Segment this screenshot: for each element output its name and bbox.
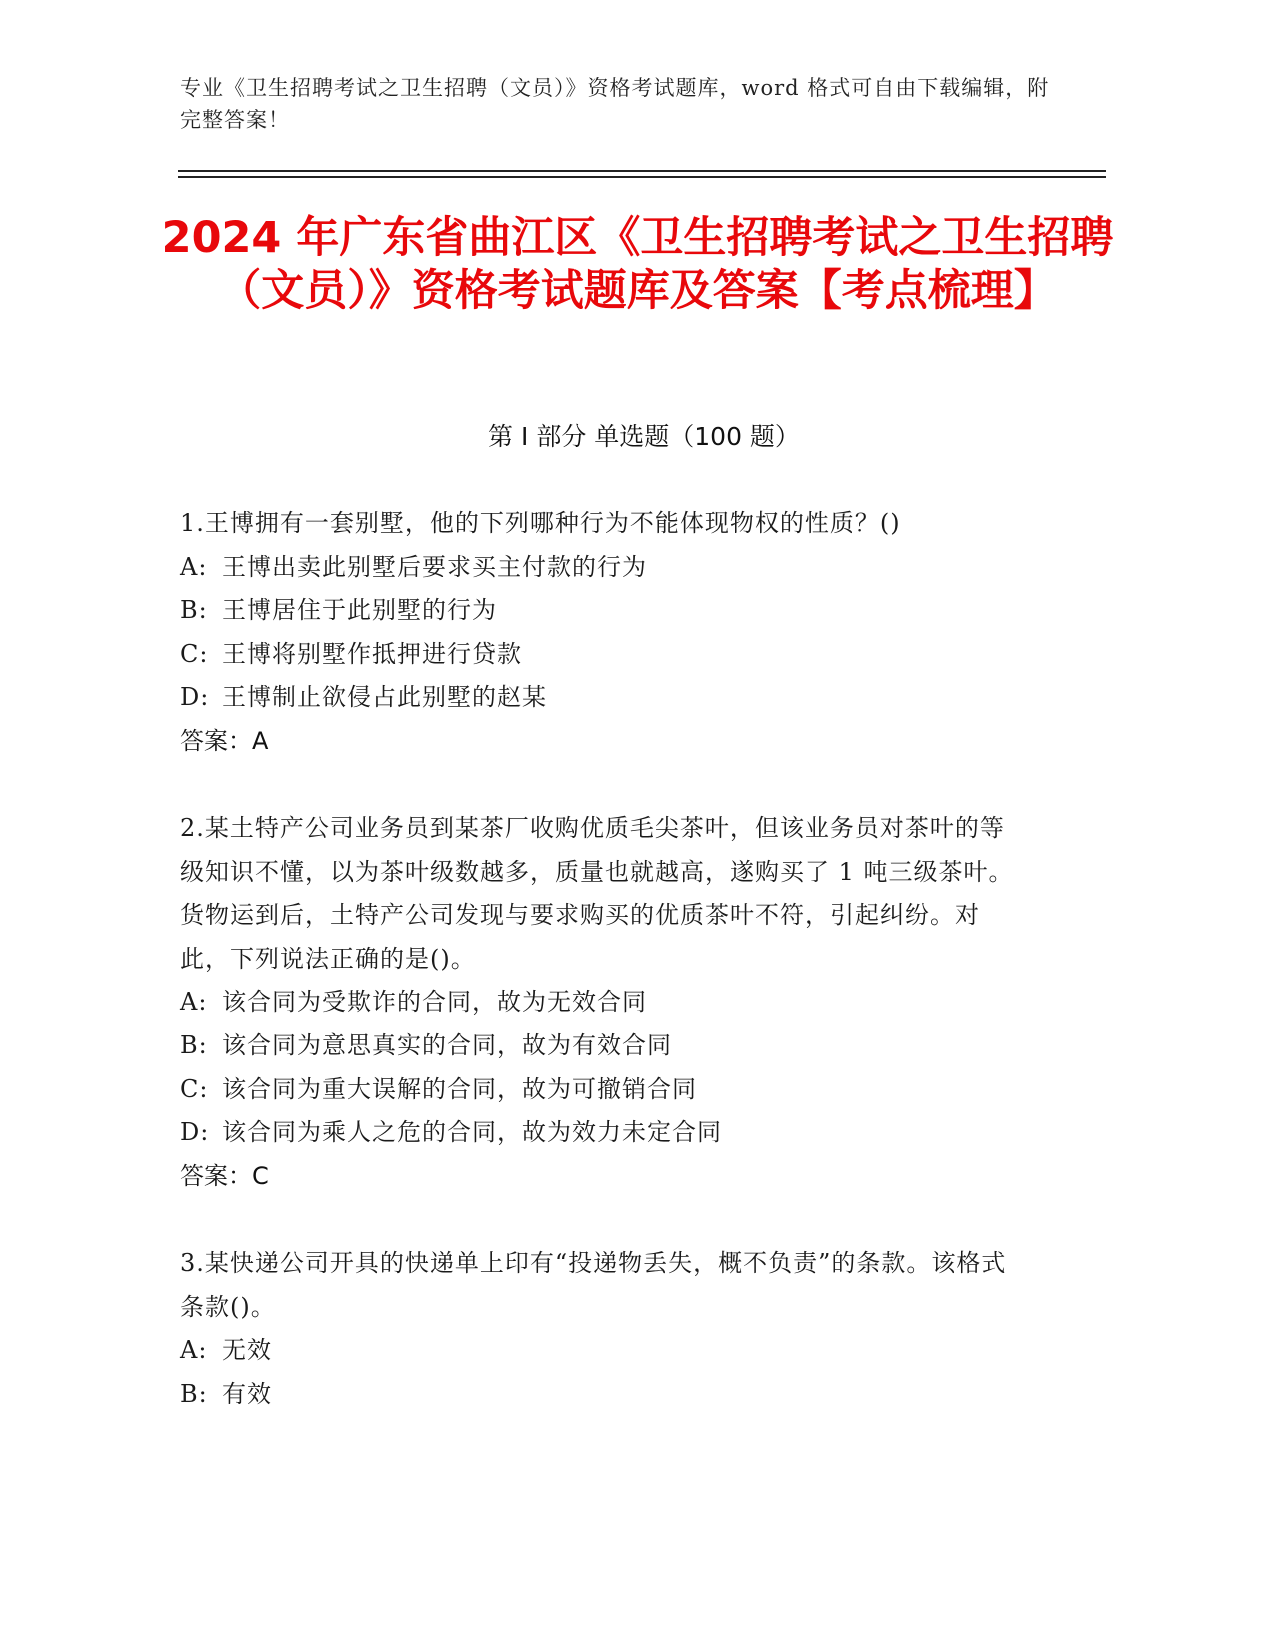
option-text: 该合同为受欺诈的合同，故为无效合同 [222, 988, 647, 1016]
option-letter: A: [180, 553, 208, 581]
option-letter: A: [180, 988, 208, 1016]
option-letter: C: [180, 640, 209, 668]
question-1-option-d [180, 676, 1060, 720]
question-1-answer: 答案：A [180, 727, 269, 755]
question-2-option-c [180, 1068, 1060, 1112]
question-3-option-b [180, 1373, 1060, 1417]
question-2-stem: 2.某土特产公司业务员到某茶厂收购优质毛尖茶叶，但该业务员对茶叶的等级知识不懂，以为茶叶级数越多，质量也就越高，遂购买了 1 吨三级茶叶。货物运到后，土特产公司发现与要求购买的优质茶叶不符，引起纠纷。对此，下列说法正确的是()。 [180, 814, 1014, 973]
question-2-answer: 答案：C [180, 1162, 269, 1190]
question-2-option-b [180, 1024, 1060, 1068]
question-1-option-b [180, 589, 1060, 633]
option-text: 王博制止欲侵占此别墅的赵某 [222, 683, 547, 711]
option-text: 王博居住于此别墅的行为 [222, 596, 497, 624]
section-heading: 第 I 部分 单选题（100 题） [488, 422, 800, 451]
option-letter: B: [180, 1380, 208, 1408]
option-letter: A: [180, 1336, 208, 1364]
option-letter: C: [180, 1075, 209, 1103]
question-3-option-a [180, 1329, 1060, 1373]
option-text: 王博出卖此别墅后要求买主付款的行为 [222, 553, 647, 581]
option-letter: B: [180, 596, 208, 624]
question-1-option-a [180, 546, 1060, 590]
question-3-stem: 3.某快递公司开具的快递单上印有“投递物丢失，概不负责”的条款。该格式条款()。 [180, 1249, 1007, 1321]
option-text: 王博将别墅作抵押进行贷款 [222, 640, 522, 668]
option-letter: B: [180, 1031, 208, 1059]
question-1-stem: 1.王博拥有一套别墅，他的下列哪种行为不能体现物权的性质？() [180, 509, 901, 537]
header-rule-top [178, 170, 1106, 172]
option-letter: D: [180, 683, 210, 711]
header-note: 专业《卫生招聘考试之卫生招聘（文员）》资格考试题库，word 格式可自由下载编辑，附完整答案！ [180, 76, 1050, 132]
question-1-option-c [180, 633, 1060, 677]
option-text: 该合同为重大误解的合同，故为可撤销合同 [222, 1075, 697, 1103]
header-rule-bottom [178, 176, 1106, 178]
option-text: 该合同为乘人之危的合同，故为效力未定合同 [222, 1118, 722, 1146]
option-letter: D: [180, 1118, 210, 1146]
option-text: 有效 [222, 1380, 272, 1408]
question-2-option-d [180, 1111, 1060, 1155]
question-2-option-a [180, 981, 1060, 1025]
option-text: 无效 [222, 1336, 272, 1364]
option-text: 该合同为意思真实的合同，故为有效合同 [222, 1031, 672, 1059]
document-title: 2024 年广东省曲江区《卫生招聘考试之卫生招聘（文员）》资格考试题库及答案【考点梳理】 [161, 213, 1114, 316]
